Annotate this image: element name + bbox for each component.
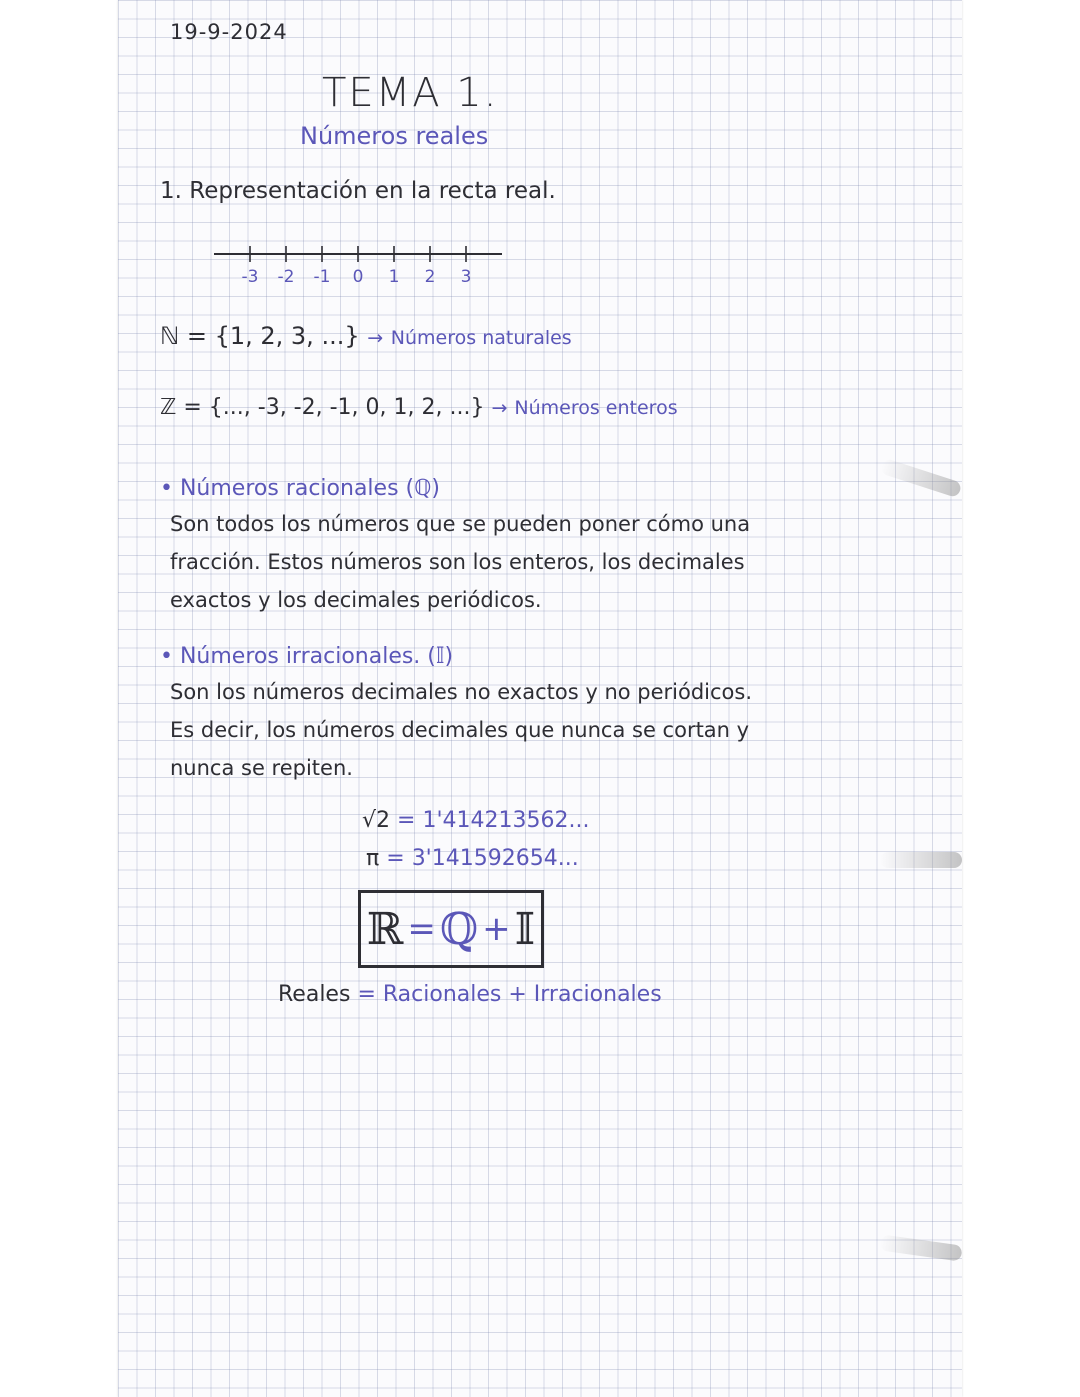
number-line-tick-label: -1 [313, 267, 331, 287]
irrationals-heading: • Números irracionales. (𝕀) [160, 644, 454, 669]
boxed-formula [358, 890, 544, 968]
example-rhs: 1'414213562... [422, 808, 590, 833]
rationals-line: fracción. Estos números son los enteros, los decimales [170, 550, 745, 574]
irrationals-line: Son los números decimales no exactos y no periódicos. [170, 680, 753, 704]
arrow-icon: → [367, 327, 384, 349]
number-line-ticks [242, 246, 472, 287]
number-line-tick-label: 2 [424, 267, 436, 287]
arrow-icon: → [491, 397, 508, 419]
rationals-line: Son todos los números que se pueden poner cómo una [170, 512, 751, 536]
subtitle: Números reales [300, 122, 489, 150]
number-line [210, 240, 510, 300]
example-equals: = [386, 846, 405, 871]
rationals-line: exactos y los decimales periódicos. [170, 588, 542, 612]
example-lhs: π [366, 846, 380, 871]
formula-plus: + [482, 909, 511, 949]
reales-definition [278, 982, 662, 1007]
reals-symbol: ℝ [366, 903, 404, 955]
reales-equals: = [357, 982, 376, 1007]
integers-set: ℤ = {..., -3, -2, -1, 0, 1, 2, ...} [160, 395, 485, 420]
irrationals-symbol: 𝕀 [514, 903, 536, 955]
page-shadow-streak [880, 852, 962, 868]
irrationals-line: nunca se repiten. [170, 756, 353, 780]
rationals-heading: • Números racionales (ℚ) [160, 476, 441, 501]
naturals-row [160, 322, 572, 350]
reales-word: Reales [278, 982, 351, 1007]
formula-equals: = [407, 909, 436, 949]
section-heading: 1. Representación en la recta real. [160, 178, 556, 204]
rationals-symbol: ℚ [439, 903, 479, 955]
example-rhs: 3'141592654... [411, 846, 579, 871]
pi-example [366, 846, 579, 871]
number-line-tick-label: -2 [277, 267, 295, 287]
number-line-tick-label: 1 [388, 267, 400, 287]
example-lhs: √2 [362, 808, 391, 833]
number-line-tick-label: 3 [460, 267, 472, 287]
number-line-tick-label: -3 [241, 267, 259, 287]
date: 19-9-2024 [170, 20, 288, 44]
naturals-set: ℕ = {1, 2, 3, ...} [160, 322, 360, 350]
integers-row [160, 395, 678, 420]
number-line-tick-label: 0 [352, 267, 364, 287]
naturals-label: Números naturales [390, 327, 572, 349]
irrationals-line: Es decir, los números decimales que nunca se cortan y [170, 718, 750, 742]
page-title: TEMA 1. [322, 70, 499, 116]
example-equals: = [397, 808, 416, 833]
reales-sum: Racionales + Irracionales [382, 982, 662, 1007]
integers-label: Números enteros [514, 397, 678, 419]
sqrt2-example [362, 808, 589, 833]
